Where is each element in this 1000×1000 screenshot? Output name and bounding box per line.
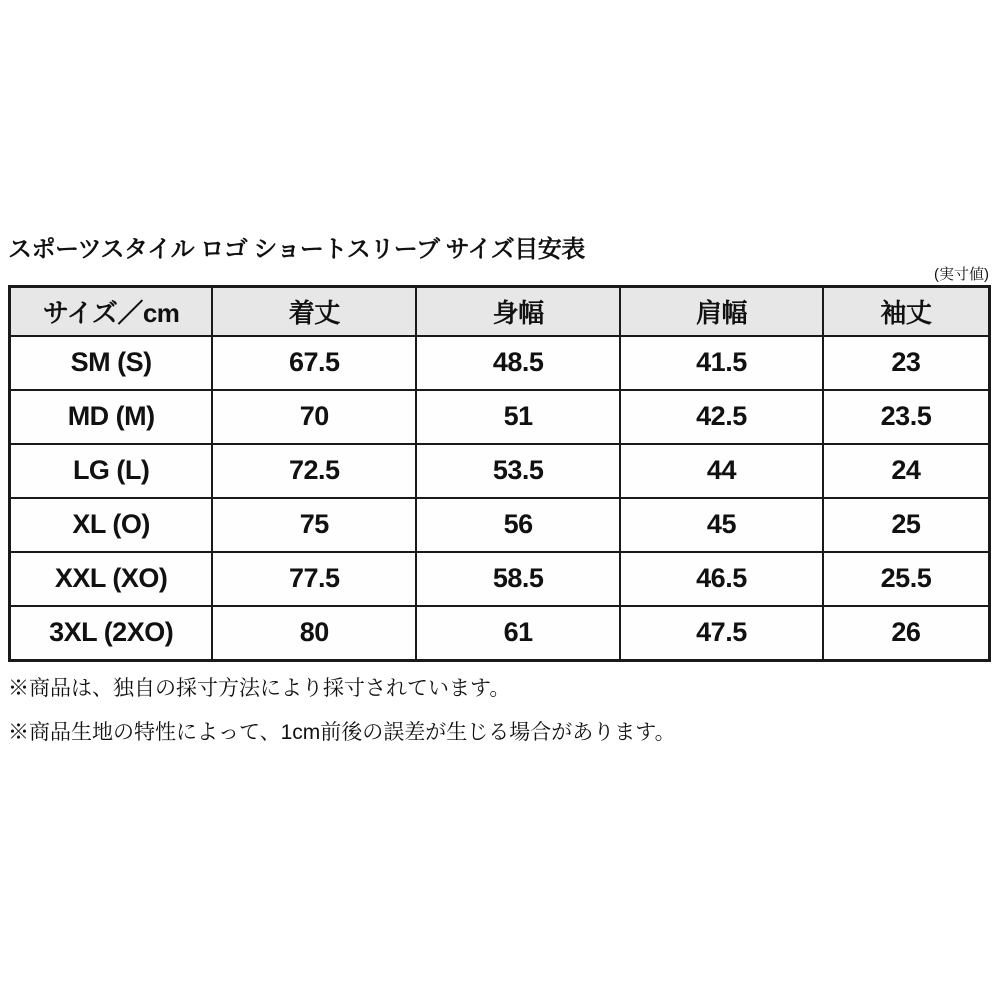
size-table [8, 285, 991, 662]
width-value: 61 [416, 606, 620, 661]
size-label: 3XL (2XO) [10, 606, 213, 661]
shoulder-value: 45 [620, 498, 823, 552]
shoulder-value: 42.5 [620, 390, 823, 444]
col-header-sleeve: 袖丈 [823, 286, 990, 336]
footnote-measurement-method: ※商品は、独自の採寸方法により採寸されています。 [8, 676, 511, 700]
length-value: 72.5 [212, 444, 416, 498]
col-header-shoulder: 肩幅 [620, 286, 823, 336]
length-value: 75 [212, 498, 416, 552]
footnote-tolerance: ※商品生地の特性によって、1cm前後の誤差が生じる場合があります。 [8, 721, 676, 745]
shoulder-value: 46.5 [620, 552, 823, 606]
sleeve-value: 23 [823, 336, 990, 390]
size-label: XL (O) [10, 498, 213, 552]
table-row-xl [10, 498, 990, 552]
width-value: 51 [416, 390, 620, 444]
shoulder-value: 41.5 [620, 336, 823, 390]
size-label: MD (M) [10, 390, 213, 444]
size-label: XXL (XO) [10, 552, 213, 606]
table-row-md [10, 390, 990, 444]
size-label: SM (S) [10, 336, 213, 390]
shoulder-value: 47.5 [620, 606, 823, 661]
size-chart-content [8, 236, 991, 760]
length-value: 77.5 [212, 552, 416, 606]
length-value: 67.5 [212, 336, 416, 390]
sleeve-value: 23.5 [823, 390, 990, 444]
table-header-row [10, 286, 990, 336]
length-value: 80 [212, 606, 416, 661]
width-value: 56 [416, 498, 620, 552]
sleeve-value: 26 [823, 606, 990, 661]
shoulder-value: 44 [620, 444, 823, 498]
sleeve-value: 24 [823, 444, 990, 498]
width-value: 53.5 [416, 444, 620, 498]
size-label: LG (L) [10, 444, 213, 498]
sleeve-value: 25.5 [823, 552, 990, 606]
page-title: スポーツスタイル ロゴ ショートスリーブ サイズ目安表 [8, 236, 585, 263]
sleeve-value: 25 [823, 498, 990, 552]
length-value: 70 [212, 390, 416, 444]
unit-note: (実寸値) [934, 265, 989, 283]
table-row-xxl [10, 552, 990, 606]
col-header-length: 着丈 [212, 286, 416, 336]
width-value: 48.5 [416, 336, 620, 390]
footnotes [8, 671, 991, 751]
table-row-lg [10, 444, 990, 498]
col-header-size: サイズ／cm [10, 286, 213, 336]
table-row-3xl [10, 606, 990, 661]
col-header-width: 身幅 [416, 286, 620, 336]
table-row-sm [10, 336, 990, 390]
width-value: 58.5 [416, 552, 620, 606]
